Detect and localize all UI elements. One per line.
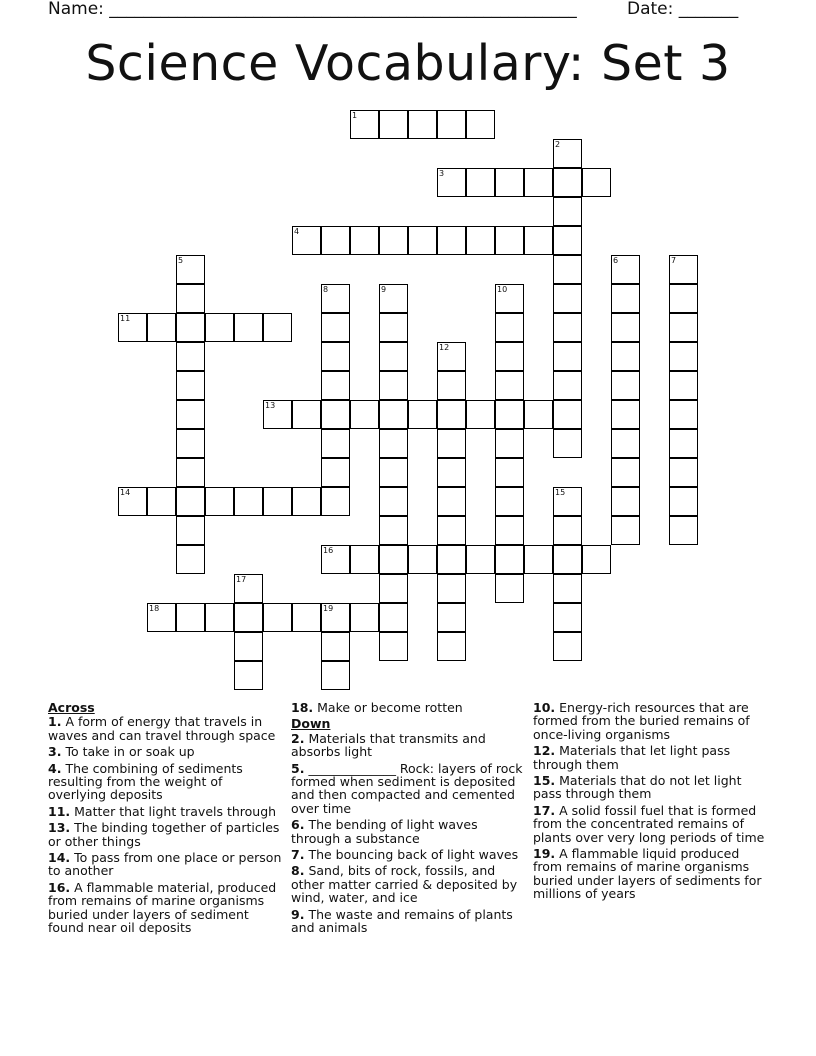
grid-cell[interactable] — [263, 487, 292, 516]
grid-cell[interactable] — [234, 661, 263, 690]
grid-cell[interactable] — [234, 487, 263, 516]
grid-cell[interactable] — [205, 603, 234, 632]
grid-cell[interactable] — [437, 458, 466, 487]
grid-cell[interactable] — [466, 110, 495, 139]
grid-cell[interactable] — [495, 545, 524, 574]
grid-cell[interactable] — [495, 371, 524, 400]
grid-cell[interactable] — [553, 284, 582, 313]
grid-cell[interactable] — [553, 168, 582, 197]
grid-cell[interactable] — [495, 284, 524, 313]
clue-number: 2 — [555, 140, 561, 149]
grid-cell[interactable] — [582, 168, 611, 197]
grid-cell[interactable] — [553, 487, 582, 516]
grid-cell[interactable] — [379, 545, 408, 574]
grid-cell[interactable] — [379, 458, 408, 487]
grid-cell[interactable] — [379, 400, 408, 429]
grid-cell[interactable] — [669, 400, 698, 429]
grid-cell[interactable] — [379, 632, 408, 661]
grid-cell[interactable] — [176, 429, 205, 458]
clue-number: 9 — [381, 285, 387, 294]
down-clue: 6. The bending of light waves through a substance — [291, 817, 478, 846]
grid-cell[interactable] — [263, 603, 292, 632]
clues-column-3 — [533, 701, 769, 904]
grid-cell[interactable] — [553, 400, 582, 429]
across-clue: 1. A form of energy that travels in waves and can travel through space — [48, 714, 276, 743]
grid-cell[interactable] — [321, 603, 350, 632]
grid-cell[interactable] — [669, 342, 698, 371]
grid-cell[interactable] — [408, 226, 437, 255]
grid-cell[interactable] — [321, 458, 350, 487]
grid-cell[interactable] — [234, 574, 263, 603]
clue-number: 5 — [178, 256, 184, 265]
down-clue: 8. Sand, bits of rock, fossils, and other matter carried & deposited by wind, water, and ice — [291, 863, 518, 906]
down-clue: 7. The bouncing back of light waves — [291, 847, 519, 863]
down-clue: 10. Energy-rich resources that are formed from the buried remains of once-living organisms — [533, 700, 750, 742]
down-clue: 19. A flammable liquid produced from remains of marine organisms buried under layers of sediments for millions of years — [533, 846, 762, 902]
down-heading: Down — [291, 716, 331, 732]
grid-cell[interactable] — [147, 487, 176, 516]
grid-cell[interactable] — [669, 371, 698, 400]
grid-cell[interactable] — [321, 371, 350, 400]
across-heading: Across — [48, 700, 95, 715]
down-clue: 2. Materials that transmits and absorbs light — [291, 730, 486, 760]
down-clue: 12. Materials that let light pass through them — [533, 743, 731, 772]
down-clue: 5. ______________ Rock: layers of rock formed when sediment is deposited and then compacted and cemented over time — [291, 760, 523, 816]
grid-cell[interactable] — [176, 487, 205, 516]
clues-column-2 — [291, 701, 527, 938]
grid-cell[interactable] — [292, 603, 321, 632]
grid-cell[interactable] — [118, 313, 147, 342]
grid-cell[interactable] — [495, 400, 524, 429]
down-clue: 9. The waste and remains of plants and animals — [291, 906, 513, 936]
across-clue: 13. The binding together of particles or other things — [48, 820, 280, 849]
grid-cell[interactable] — [234, 603, 263, 632]
grid-cell[interactable] — [524, 545, 553, 574]
grid-cell[interactable] — [582, 545, 611, 574]
grid-cell[interactable] — [350, 603, 379, 632]
grid-cell[interactable] — [669, 458, 698, 487]
grid-cell[interactable] — [321, 429, 350, 458]
grid-cell[interactable] — [234, 632, 263, 661]
grid-cell[interactable] — [437, 168, 466, 197]
grid-cell[interactable] — [379, 342, 408, 371]
grid-cell[interactable] — [669, 429, 698, 458]
grid-cell[interactable] — [611, 342, 640, 371]
grid-cell[interactable] — [611, 313, 640, 342]
grid-cell[interactable] — [176, 516, 205, 545]
grid-cell[interactable] — [321, 661, 350, 690]
clue-number: 7 — [671, 256, 677, 265]
down-clue: 17. A solid fossil fuel that is formed from the concentrated remains of plants over very long periods of time — [533, 802, 765, 845]
grid-cell[interactable] — [292, 226, 321, 255]
grid-cell[interactable] — [350, 110, 379, 139]
grid-cell[interactable] — [466, 168, 495, 197]
grid-cell[interactable] — [553, 429, 582, 458]
across-clue: 3. To take in or soak up — [48, 744, 195, 760]
grid-cell[interactable] — [524, 226, 553, 255]
grid-cell[interactable] — [611, 284, 640, 313]
grid-cell[interactable] — [669, 313, 698, 342]
clue-number: 8 — [323, 285, 329, 294]
grid-cell[interactable] — [437, 226, 466, 255]
grid-cell[interactable] — [495, 516, 524, 545]
grid-cell[interactable] — [379, 313, 408, 342]
grid-cell[interactable] — [350, 226, 379, 255]
grid-cell[interactable] — [437, 545, 466, 574]
grid-cell[interactable] — [524, 400, 553, 429]
across-clue: 11. Matter that light travels through — [48, 803, 277, 819]
grid-cell[interactable] — [437, 110, 466, 139]
grid-cell[interactable] — [553, 632, 582, 661]
clue-number: 6 — [613, 256, 619, 265]
grid-cell[interactable] — [176, 313, 205, 342]
across-clue: 16. A flammable material, produced from remains of marine organisms buried under layers of sediment found near oil deposits — [48, 879, 277, 936]
grid-cell[interactable] — [263, 400, 292, 429]
grid-cell[interactable] — [495, 574, 524, 603]
clue-number: 14 — [120, 488, 131, 497]
clue-number: 17 — [236, 575, 247, 584]
across-clue: 14. To pass from one place or person to another — [48, 850, 282, 879]
grid-cell[interactable] — [495, 487, 524, 516]
grid-cell[interactable] — [669, 284, 698, 313]
grid-cell[interactable] — [321, 487, 350, 516]
grid-cell[interactable] — [495, 429, 524, 458]
grid-cell[interactable] — [466, 400, 495, 429]
grid-cell[interactable] — [437, 632, 466, 661]
grid-cell[interactable] — [669, 487, 698, 516]
grid-cell[interactable] — [611, 487, 640, 516]
clue-number: 11 — [120, 314, 131, 323]
grid-cell[interactable] — [176, 603, 205, 632]
grid-cell[interactable] — [553, 313, 582, 342]
grid-cell[interactable] — [408, 110, 437, 139]
grid-cell[interactable] — [176, 371, 205, 400]
grid-cell[interactable] — [292, 400, 321, 429]
grid-cell[interactable] — [379, 429, 408, 458]
grid-cell[interactable] — [495, 458, 524, 487]
grid-cell[interactable] — [321, 313, 350, 342]
clue-number: 18 — [149, 604, 160, 613]
grid-cell[interactable] — [524, 168, 553, 197]
grid-cell[interactable] — [669, 516, 698, 545]
grid-cell[interactable] — [553, 516, 582, 545]
grid-cell[interactable] — [350, 545, 379, 574]
grid-cell[interactable] — [466, 226, 495, 255]
grid-cell[interactable] — [379, 110, 408, 139]
clue-number: 10 — [497, 285, 508, 294]
grid-cell[interactable] — [321, 226, 350, 255]
grid-cell[interactable] — [669, 255, 698, 284]
grid-cell[interactable] — [176, 545, 205, 574]
clue-number: 12 — [439, 343, 450, 352]
grid-cell[interactable] — [408, 400, 437, 429]
grid-cell[interactable] — [437, 574, 466, 603]
grid-cell[interactable] — [437, 516, 466, 545]
grid-cell[interactable] — [321, 632, 350, 661]
grid-cell[interactable] — [176, 342, 205, 371]
grid-cell[interactable] — [553, 603, 582, 632]
grid-cell[interactable] — [611, 400, 640, 429]
grid-cell[interactable] — [176, 400, 205, 429]
clue-number: 16 — [323, 546, 334, 555]
grid-cell[interactable] — [408, 545, 437, 574]
grid-cell[interactable] — [611, 458, 640, 487]
grid-cell[interactable] — [176, 284, 205, 313]
grid-cell[interactable] — [205, 487, 234, 516]
grid-cell[interactable] — [611, 371, 640, 400]
grid-cell[interactable] — [379, 487, 408, 516]
clue-number: 1 — [352, 111, 358, 120]
grid-cell[interactable] — [553, 545, 582, 574]
across-clue: 4. The combining of sediments resulting from the weight of overlying deposits — [48, 760, 243, 803]
grid-cell[interactable] — [495, 342, 524, 371]
grid-cell[interactable] — [437, 487, 466, 516]
grid-cell[interactable] — [495, 313, 524, 342]
grid-cell[interactable] — [205, 313, 234, 342]
grid-cell[interactable] — [321, 342, 350, 371]
grid-cell[interactable] — [553, 139, 582, 168]
grid-cell[interactable] — [553, 342, 582, 371]
grid-cell[interactable] — [379, 284, 408, 313]
grid-cell[interactable] — [611, 429, 640, 458]
grid-cell[interactable] — [495, 168, 524, 197]
grid-cell[interactable] — [321, 284, 350, 313]
grid-cell[interactable] — [437, 603, 466, 632]
grid-cell[interactable] — [379, 226, 408, 255]
grid-cell[interactable] — [147, 603, 176, 632]
grid-cell[interactable] — [611, 516, 640, 545]
grid-cell[interactable] — [437, 429, 466, 458]
grid-cell[interactable] — [466, 545, 495, 574]
grid-cell[interactable] — [379, 574, 408, 603]
across-clue: 18. Make or become rotten — [291, 700, 463, 715]
clue-number: 13 — [265, 401, 276, 410]
clues-column-1 — [48, 701, 284, 938]
grid-cell[interactable] — [350, 400, 379, 429]
grid-cell[interactable] — [379, 603, 408, 632]
date-field-label: Date: _______ — [627, 0, 739, 19]
grid-cell[interactable] — [553, 371, 582, 400]
clue-number: 4 — [294, 227, 300, 236]
grid-cell[interactable] — [292, 487, 321, 516]
grid-cell[interactable] — [379, 516, 408, 545]
grid-cell[interactable] — [176, 458, 205, 487]
grid-cell[interactable] — [147, 313, 176, 342]
grid-cell[interactable] — [118, 487, 147, 516]
grid-cell[interactable] — [553, 574, 582, 603]
grid-cell[interactable] — [611, 255, 640, 284]
clue-number: 19 — [323, 604, 334, 613]
grid-cell[interactable] — [437, 400, 466, 429]
grid-cell[interactable] — [263, 313, 292, 342]
grid-cell[interactable] — [437, 342, 466, 371]
page-title: Science Vocabulary: Set 3 — [85, 35, 731, 92]
grid-cell[interactable] — [553, 197, 582, 226]
clue-number: 3 — [439, 169, 445, 178]
grid-cell[interactable] — [553, 226, 582, 255]
grid-cell[interactable] — [321, 400, 350, 429]
grid-cell[interactable] — [234, 313, 263, 342]
grid-cell[interactable] — [379, 371, 408, 400]
clue-number: 15 — [555, 488, 566, 497]
down-clue: 15. Materials that do not let light pass through them — [533, 773, 742, 802]
grid-cell[interactable] — [553, 255, 582, 284]
grid-cell[interactable] — [321, 545, 350, 574]
grid-cell[interactable] — [176, 255, 205, 284]
grid-cell[interactable] — [495, 226, 524, 255]
name-field-label: Name: _______________________________________________________ — [48, 0, 577, 19]
grid-cell[interactable] — [437, 371, 466, 400]
